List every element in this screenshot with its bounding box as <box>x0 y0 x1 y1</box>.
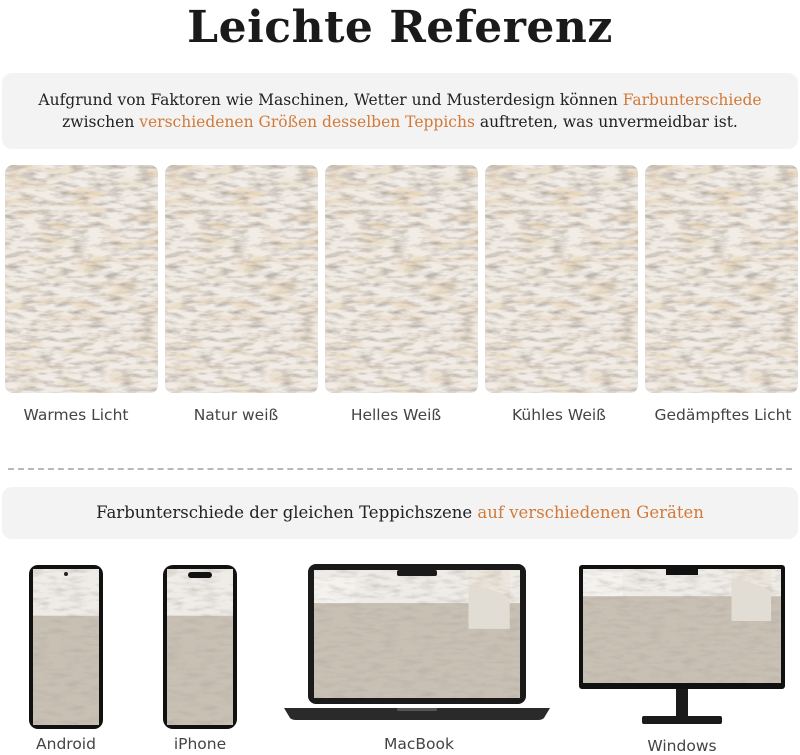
rug-swatch-dim <box>645 165 798 393</box>
lighting-variants-row <box>0 165 800 395</box>
iphone-icon <box>162 564 238 730</box>
android-phone-icon <box>28 564 104 730</box>
page-title: Leichte Referenz <box>187 2 613 53</box>
rug-swatch-bright <box>325 165 478 393</box>
notice-text-2: zwischen <box>62 113 140 131</box>
monitor-icon <box>578 564 786 730</box>
banner-text: Farbunterschiede der gleichen Teppichszene <box>96 503 478 522</box>
section-divider <box>8 468 792 470</box>
banner-highlight: auf verschiedenen Geräten <box>477 503 704 522</box>
label-natural: Natur weiß <box>193 406 279 424</box>
notice-highlight-1: Farbunterschiede <box>622 91 762 109</box>
label-iphone: iPhone <box>173 735 227 753</box>
rug-swatch-warm <box>5 165 158 393</box>
label-warm: Warmes Licht <box>23 406 129 424</box>
label-windows: Windows <box>647 737 717 755</box>
label-cool: Kühles Weiß <box>512 406 606 424</box>
notice-text-3: auftreten, was unvermeidbar ist. <box>474 113 738 131</box>
rug-swatch-cool <box>485 165 638 393</box>
rug-swatch-natural <box>165 165 318 393</box>
label-dim: Gedämpftes Licht <box>654 406 792 424</box>
color-difference-notice <box>2 73 798 149</box>
notice-text-1: Aufgrund von Faktoren wie Maschinen, Wetter und Musterdesign können <box>38 91 623 109</box>
devices-banner <box>2 487 798 539</box>
macbook-icon <box>282 562 552 722</box>
notice-highlight-2: verschiedenen Größen desselben Teppichs <box>139 113 475 131</box>
label-macbook: MacBook <box>384 735 454 753</box>
label-android: Android <box>36 735 96 753</box>
label-bright: Helles Weiß <box>350 406 442 424</box>
